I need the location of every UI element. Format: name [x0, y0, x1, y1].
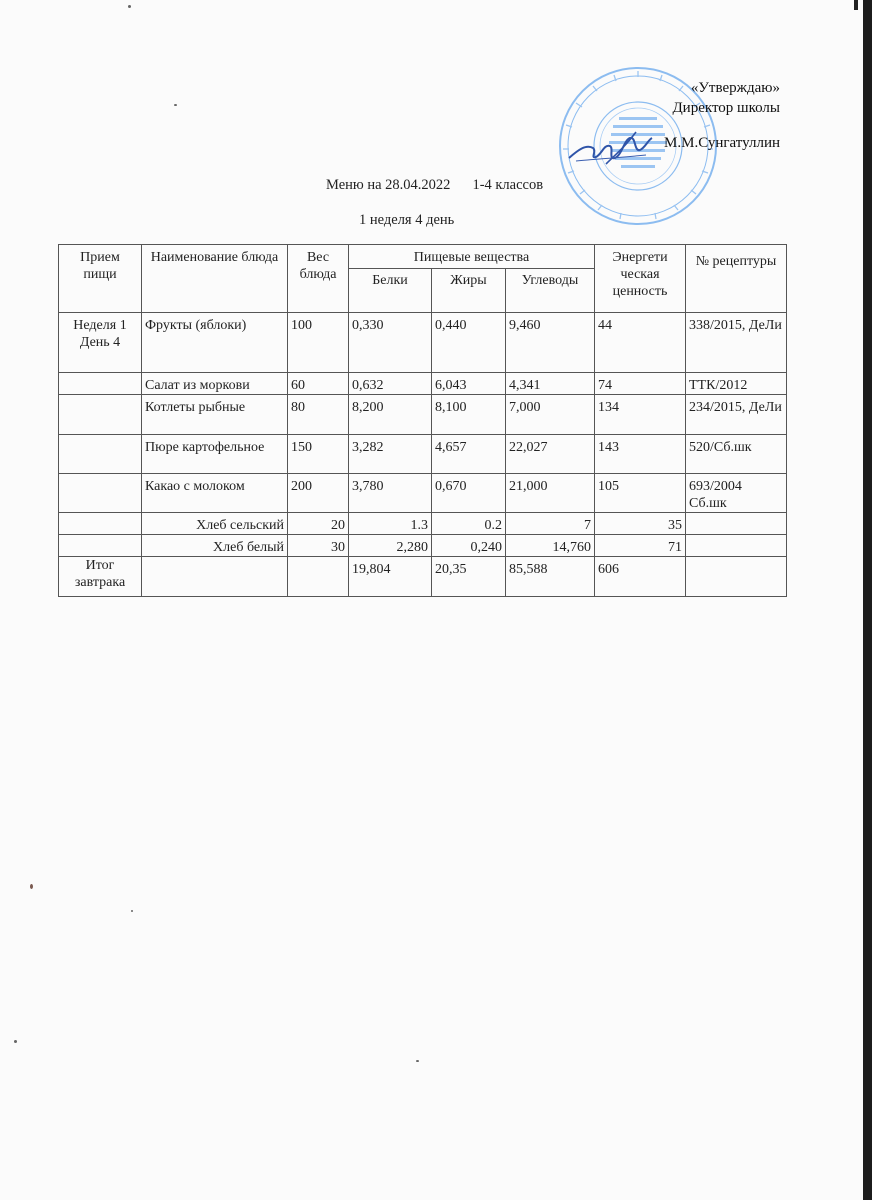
cell-recipe: 338/2015, ДеЛи — [686, 313, 787, 373]
scan-speck — [14, 1040, 17, 1043]
cell-fats: 4,657 — [432, 435, 506, 474]
approval-signer: М.М.Сунгатуллин — [664, 135, 780, 151]
header-nutrients: Пищевые вещества — [349, 245, 595, 269]
cell-weight: 150 — [288, 435, 349, 474]
cell-weight: 100 — [288, 313, 349, 373]
cell-carbs: 22,027 — [506, 435, 595, 474]
cell-energy: 143 — [595, 435, 686, 474]
cell-meal — [59, 513, 142, 535]
approval-position: Директор школы — [672, 100, 780, 116]
header-carbs: Углеводы — [506, 269, 595, 313]
director-signature — [566, 128, 656, 168]
cell-meal — [59, 474, 142, 513]
cell-recipe — [686, 513, 787, 535]
cell-proteins: 3,780 — [349, 474, 432, 513]
cell-total-dish — [142, 557, 288, 597]
cell-weight: 30 — [288, 535, 349, 557]
cell-total-carbs: 85,588 — [506, 557, 595, 597]
table-row — [59, 435, 787, 474]
table-total-row — [59, 557, 787, 597]
cell-meal — [59, 373, 142, 395]
cell-dish: Фрукты (яблоки) — [142, 313, 288, 373]
cell-carbs: 7,000 — [506, 395, 595, 435]
cell-total-label: Итог завтрака — [59, 557, 142, 597]
cell-total-recipe — [686, 557, 787, 597]
cell-meal — [59, 535, 142, 557]
table-row — [59, 474, 787, 513]
cell-fats: 8,100 — [432, 395, 506, 435]
header-dish: Наименование блюда — [142, 245, 288, 313]
header-recipe: № рецептуры — [686, 245, 787, 313]
cell-fats: 0.2 — [432, 513, 506, 535]
cell-carbs: 4,341 — [506, 373, 595, 395]
table-row — [59, 513, 787, 535]
menu-title — [326, 177, 543, 194]
scan-speck — [131, 910, 133, 912]
cell-total-energy: 606 — [595, 557, 686, 597]
cell-fats: 0,670 — [432, 474, 506, 513]
cell-proteins: 2,280 — [349, 535, 432, 557]
menu-table — [58, 244, 787, 597]
cell-carbs: 21,000 — [506, 474, 595, 513]
cell-recipe: ТТК/2012 — [686, 373, 787, 395]
cell-proteins: 8,200 — [349, 395, 432, 435]
cell-proteins: 1.3 — [349, 513, 432, 535]
cell-carbs: 9,460 — [506, 313, 595, 373]
cell-total-weight — [288, 557, 349, 597]
cell-energy: 74 — [595, 373, 686, 395]
cell-total-proteins: 19,804 — [349, 557, 432, 597]
header-weight: Вес блюда — [288, 245, 349, 313]
cell-meal — [59, 395, 142, 435]
week-day-label: 1 неделя 4 день — [359, 212, 455, 228]
header-meal: Прием пищи — [59, 245, 142, 313]
header-energy: Энергети ческая ценность — [595, 245, 686, 313]
header-proteins: Белки — [349, 269, 432, 313]
cell-weight: 20 — [288, 513, 349, 535]
cell-fats: 0,240 — [432, 535, 506, 557]
cell-dish: Хлеб сельский — [142, 513, 288, 535]
cell-dish: Какао с молоком — [142, 474, 288, 513]
cell-carbs: 14,760 — [506, 535, 595, 557]
cell-proteins: 0,330 — [349, 313, 432, 373]
cell-energy: 105 — [595, 474, 686, 513]
cell-proteins: 0,632 — [349, 373, 432, 395]
cell-total-fats: 20,35 — [432, 557, 506, 597]
cell-fats: 0,440 — [432, 313, 506, 373]
scan-edge-shadow — [863, 0, 872, 1200]
table-row — [59, 535, 787, 557]
approval-block — [664, 78, 780, 153]
cell-energy: 134 — [595, 395, 686, 435]
menu-date: Меню на 28.04.2022 — [326, 177, 451, 193]
cell-carbs: 7 — [506, 513, 595, 535]
header-fats: Жиры — [432, 269, 506, 313]
table-row — [59, 313, 787, 373]
cell-dish: Котлеты рыбные — [142, 395, 288, 435]
scan-speck — [416, 1060, 419, 1062]
cell-dish: Пюре картофельное — [142, 435, 288, 474]
cell-proteins: 3,282 — [349, 435, 432, 474]
scan-speck — [174, 104, 177, 106]
table-row — [59, 373, 787, 395]
cell-recipe: 693/2004 Сб.шк — [686, 474, 787, 513]
cell-dish: Хлеб белый — [142, 535, 288, 557]
table-row — [59, 395, 787, 435]
approval-heading: «Утверждаю» — [690, 80, 780, 96]
cell-weight: 200 — [288, 474, 349, 513]
cell-recipe: 234/2015, ДеЛи — [686, 395, 787, 435]
cell-recipe — [686, 535, 787, 557]
scan-edge-mark — [854, 0, 858, 10]
scan-speck — [30, 884, 33, 889]
cell-fats: 6,043 — [432, 373, 506, 395]
cell-recipe: 520/Сб.шк — [686, 435, 787, 474]
cell-dish: Салат из моркови — [142, 373, 288, 395]
cell-energy: 35 — [595, 513, 686, 535]
cell-meal — [59, 435, 142, 474]
scan-speck — [128, 5, 131, 8]
menu-grades: 1-4 классов — [472, 177, 544, 193]
cell-energy: 71 — [595, 535, 686, 557]
cell-meal: Неделя 1 День 4 — [59, 313, 142, 373]
cell-weight: 80 — [288, 395, 349, 435]
cell-weight: 60 — [288, 373, 349, 395]
cell-energy: 44 — [595, 313, 686, 373]
header-row — [59, 245, 787, 269]
